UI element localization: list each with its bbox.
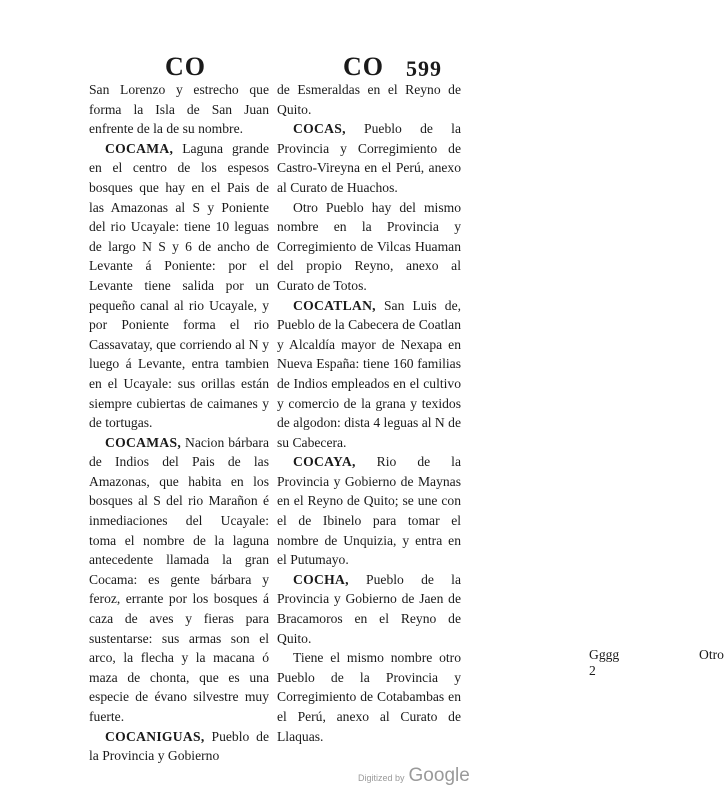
entry-text: Otro Pueblo hay del mismo nombre en la Provincia y Corregimiento de Vilcas Huaman del propio Reyno, anexo al Curato de Totos. [277,199,461,293]
entry-headword: COCAYA, [293,454,356,470]
entry-continuation: San Lorenzo y estrecho que forma la Isla de San Juan enfrente de la de su nombre. [89,82,269,137]
entry-headword: COCAS, [293,121,346,137]
entry-headword: COCATLAN, [293,297,376,313]
entry-text: Pueblo de la Provincia y Corregimiento de Castro-Vireyna en el Perú, anexo al Curato de Huachos. [277,121,461,195]
left-column [89,80,269,766]
entry-text: Laguna grande en el centro de los espesos bosques que hay en el Pais de las Amazonas al S y Poniente del rio Ucayale: tiene 10 leguas de largo N S y 6 de ancho de Levante á Poniente: por el Levante tiene salida por un pequeño canal al rio Ucayale, y por Poniente forma el rio Cassavatay, que corriendo al N y luego á Levante, entra tambien en el Ucayale: sus orillas están siempre cubiertas de caimanes y de tortugas. [89,140,269,431]
entry-otro-pueblo [277,198,461,296]
entry-text: San Luis de, Pueblo de la Cabecera de Coatlan y Alcaldía mayor de Nexapa en Nueva España: tiene 160 familias de Indios empleados en el cultivo y comercio de la grana y texidos de algodon: dista 4 leguas al N de su Cabecera. [277,297,461,450]
entry-headword: COCAMAS, [105,434,182,450]
entry-cocaniguas [89,727,269,766]
entry-cocatlan [277,296,461,453]
entry-cocama [89,139,269,433]
entry-continuation: de Esmeraldas en el Reyno de Quito. [277,82,461,117]
entry-headword: COCAMA, [105,140,174,156]
google-logo: Google [408,765,470,786]
running-head-right: CO [343,52,384,81]
right-column [277,80,461,746]
digitized-by-label: Digitized by [358,773,405,783]
entry-headword: COCANIGUAS, [105,728,205,744]
entry-text: Pueblo de la Provincia y Gobierno de Jaen de Bracamoros en el Reyno de Quito. [277,571,461,646]
entry-cocas [277,119,461,197]
entry-text: Tiene el mismo nombre otro Pueblo de la Provincia y Corregimiento de Cotabambas en el Perú, anexo al Curato de Llaquas. [277,650,461,744]
digitized-watermark [358,765,470,787]
entry-text: Nacion bárbara de Indios del Pais de las Amazonas, que habita en los bosques al S del rio Marañon é inmediaciones del Ucayale: toma el nombre de la laguna antecedente llamada la gran Cocama: es gente bárbara y feroz, errante por los bosques á caza de aves y fieras para sustentarse: sus armas son el arco, la flecha y la macana ó maza de chonta, que es una especie de évano silvestre muy fuerte. [89,434,269,724]
entry-tiene [277,648,461,746]
running-head-left: CO [165,52,206,81]
entry-cocamas [89,433,269,727]
page-number: 599 [406,56,442,81]
catchword: Otro [699,647,724,662]
entry-cocha [277,570,461,648]
entry-text: Pueblo de la Provincia y Gobierno [89,728,269,764]
entry-headword: COCHA, [293,571,349,587]
signature-mark: Gggg 2 [589,647,620,678]
entry-text: Rio de la Provincia y Gobierno de Maynas en el Reyno de Quito; se une con el de Ibinelo para tomar el nombre de Unquizia, y entra en el Putumayo. [277,454,461,568]
entry-cocaya [277,452,461,570]
